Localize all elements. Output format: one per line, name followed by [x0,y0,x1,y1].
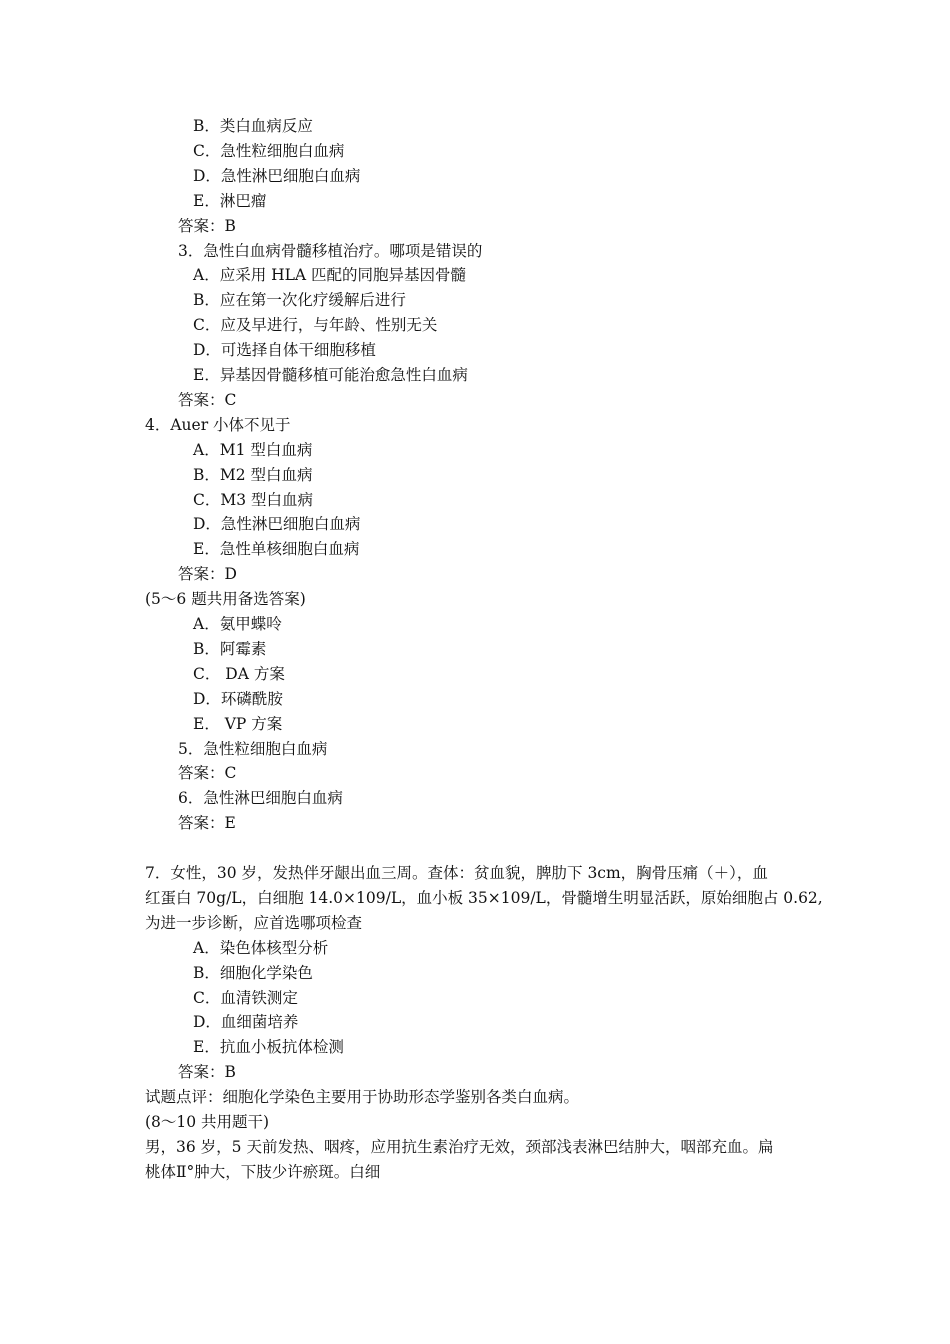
text-line: D．急性淋巴细胞白血病 [193,166,361,185]
text-line: A．染色体核型分析 [193,938,329,957]
text-line: 4．Auer 小体不见于 [145,415,291,434]
text-line: 答案：B [178,216,236,235]
text-line: 3．急性白血病骨髓移植治疗。哪项是错误的 [178,241,483,260]
text-line: D．环磷酰胺 [193,689,283,708]
text-line: E．急性单核细胞白血病 [193,540,360,559]
text-line: E．异基因骨髓移植可能治愈急性白血病 [193,366,468,384]
text-line: 答案：C [178,764,237,783]
text-line: B．M2 型白血病 [193,465,313,484]
text-line: 男，36 岁，5 天前发热、咽疼，应用抗生素治疗无效，颈部浅表淋巴结肿大，咽部充血。扁 [145,1137,774,1156]
text-line: 5．急性粒细胞白血病 [178,739,328,758]
text-line: B．阿霉素 [193,639,267,658]
text-line: 答案：E [178,814,236,833]
text-line: 试题点评：细胞化学染色主要用于协助形态学鉴别各类白血病。 [145,1088,580,1107]
text-line: D．可选择自体干细胞移植 [193,341,376,360]
text-line: B．类白血病反应 [193,117,313,135]
text-line: D．血细菌培养 [193,1013,299,1032]
text-line: 桃体Ⅱ°肿大，下肢少许瘀斑。白细 [145,1162,381,1181]
text-line: E．抗血小板抗体检测 [193,1038,344,1057]
text-line: A．氨甲蝶呤 [193,615,282,633]
text-line: B．应在第一次化疗缓解后进行 [193,291,406,310]
text-line: (8～10 共用题干) [145,1113,270,1131]
text-line: C．急性粒细胞白血病 [193,141,345,160]
text-line: C．应及早进行，与年龄、性别无关 [193,316,438,335]
text-line: 答案：D [178,565,237,584]
text-line: 6．急性淋巴细胞白血病 [178,789,343,808]
text-line: B．细胞化学染色 [193,963,313,982]
text-line: E．淋巴瘤 [193,191,267,210]
text-line: (5～6 题共用备选答案) [145,590,306,609]
text-line: C．M3 型白血病 [193,490,314,509]
text-line: 答案：B [178,1063,236,1082]
text-line: C． DA 方案 [193,664,285,683]
text-line: 红蛋白 70g/L，白细胞 14.0×109/L，血小板 35×109/L，骨髓增生明显活跃，原始细胞占 0.62, [145,888,823,907]
text-line: 为进一步诊断，应首选哪项检查 [145,913,363,932]
text-line: 答案：C [178,390,237,409]
text-line: E． VP 方案 [193,714,283,733]
text-line: D．急性淋巴细胞白血病 [193,515,361,534]
text-line: A．应采用 HLA 匹配的同胞异基因骨髓 [193,266,467,285]
text-line: A．M1 型白血病 [193,440,313,459]
text-line: C．血清铁测定 [193,988,298,1007]
text-line: 7．女性，30 岁，发热伴牙龈出血三周。查体：贫血貌，脾肋下 3cm，胸骨压痛（＋），血 [145,864,768,882]
